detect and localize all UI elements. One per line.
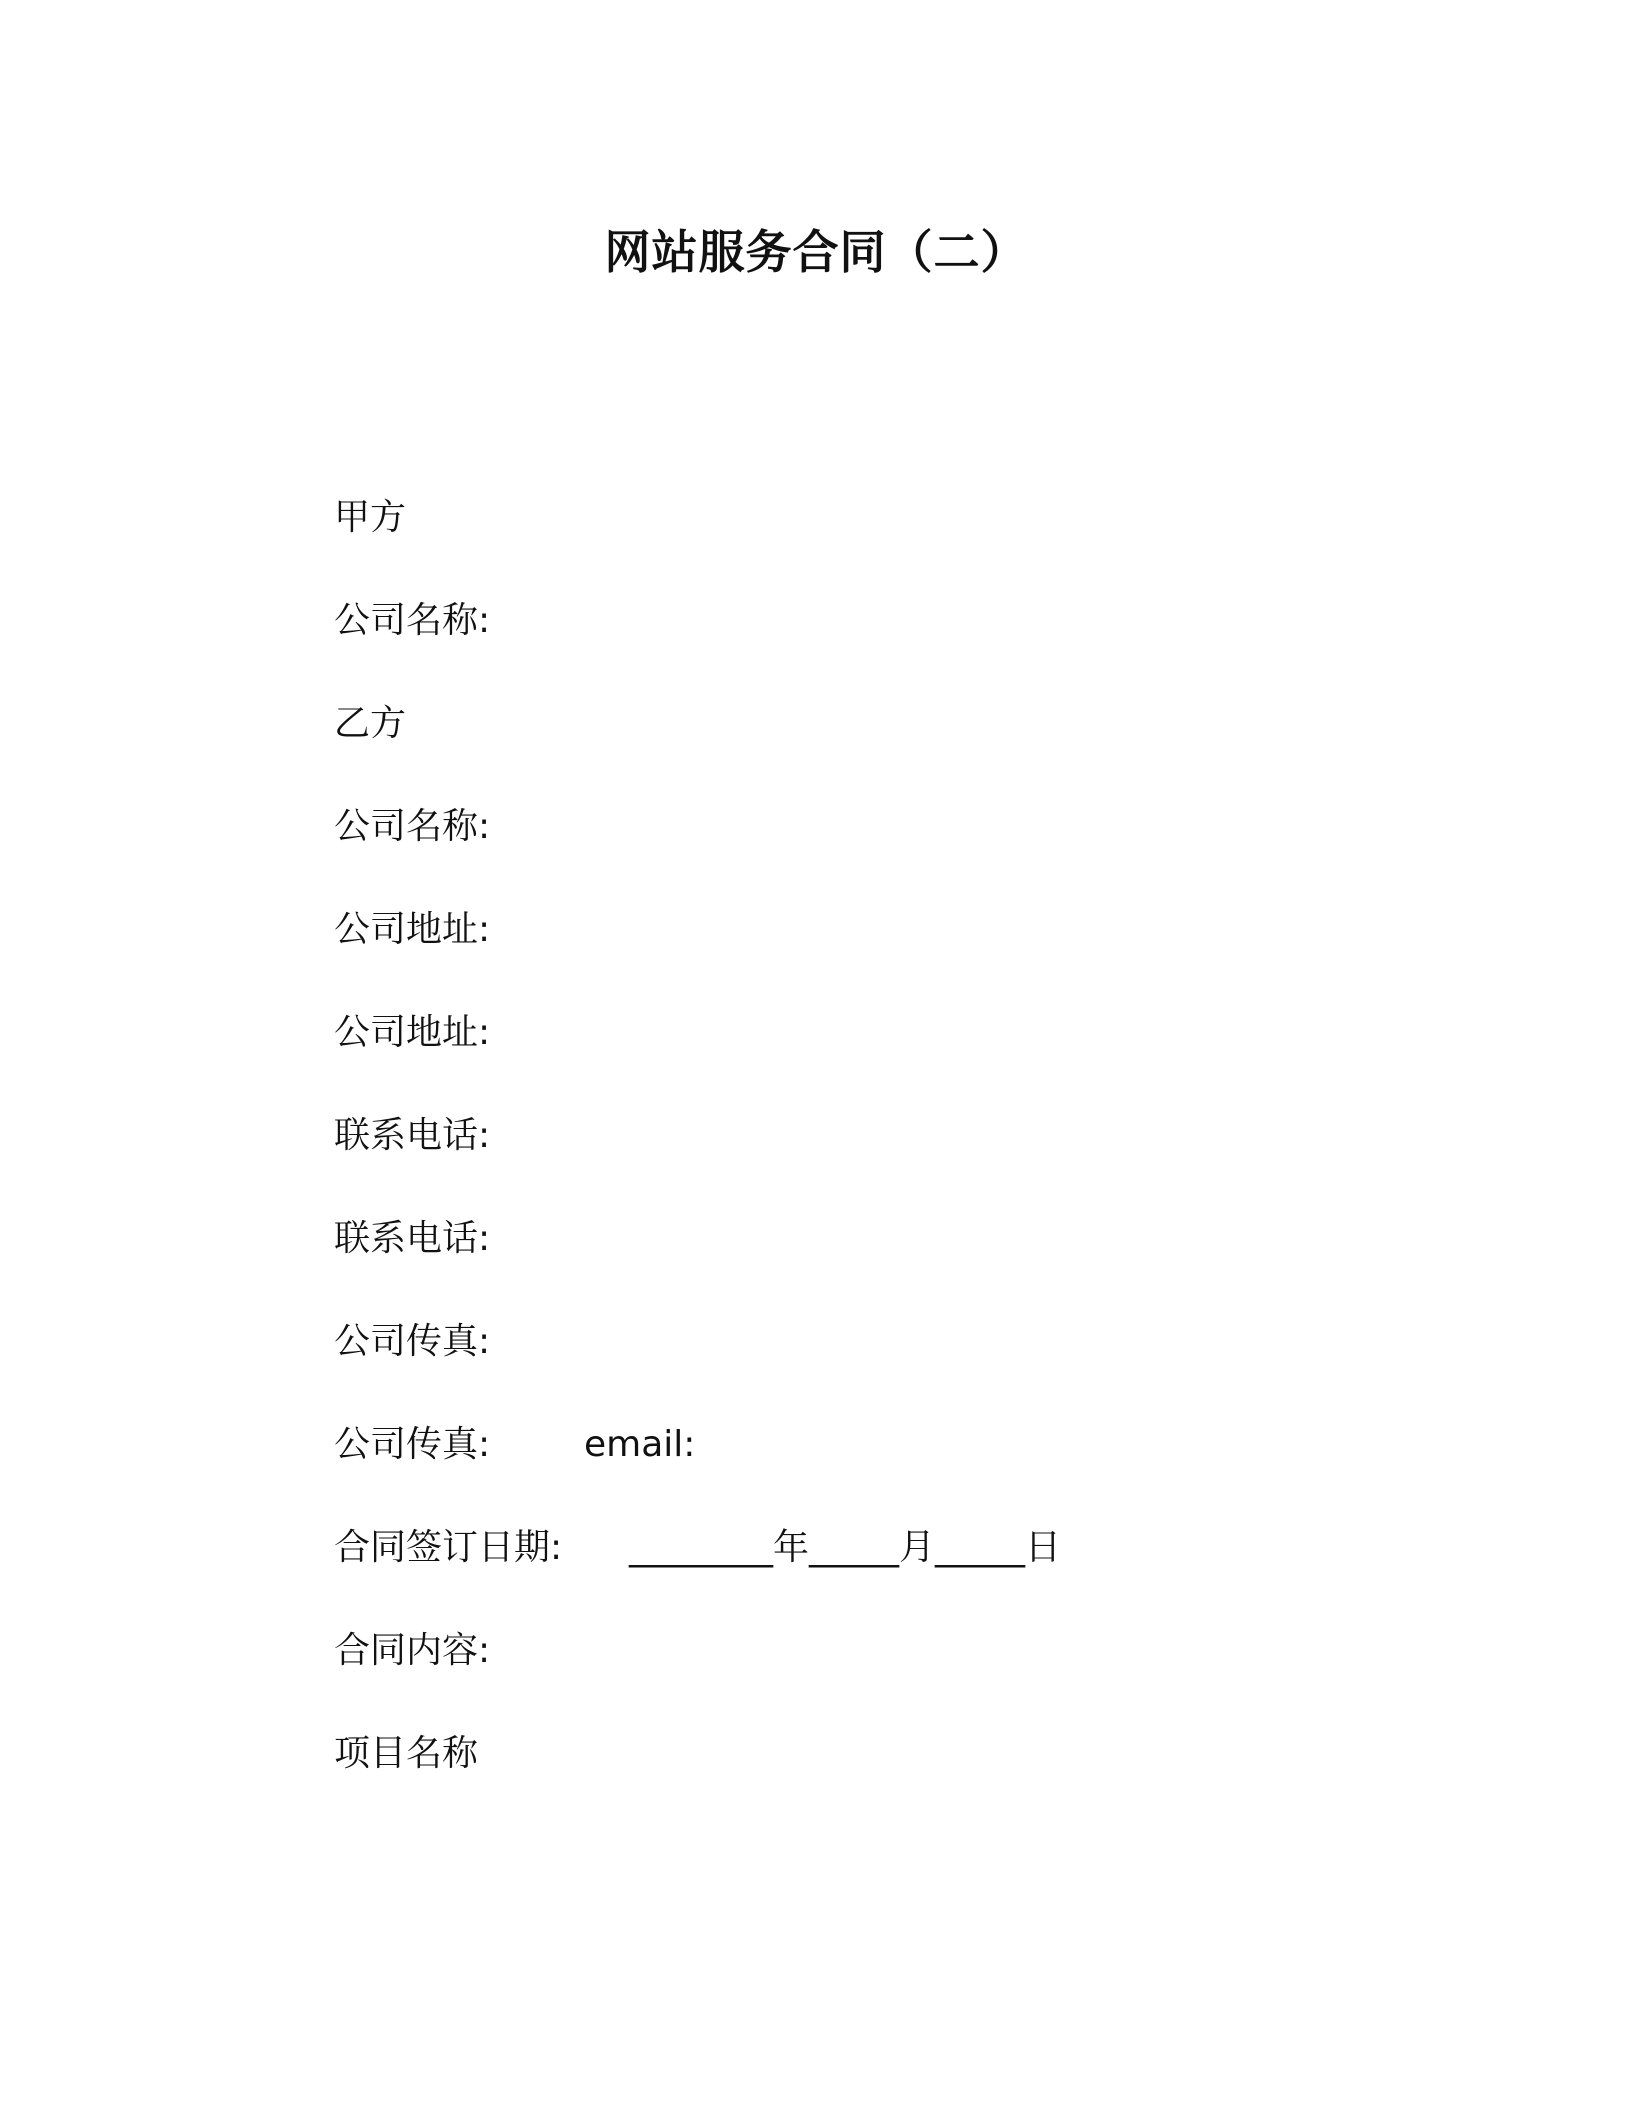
party-b-company-name [334,801,490,853]
contact-phone-2 [334,1213,490,1265]
field-label: 公司传真: [334,1424,491,1465]
signing-date [334,1522,1061,1574]
company-fax-2 [334,1419,696,1471]
field-label: 联系电话: [334,1218,491,1259]
document-title: 网站服务合同（二） [604,225,1028,279]
party-a-company-name [334,595,490,647]
project-name [334,1728,478,1780]
company-fax-1 [334,1316,490,1368]
party-a-heading [334,492,406,544]
contract-content [334,1625,490,1677]
field-label: 合同签订日期: [334,1527,563,1568]
date-blank: ________年_____月_____日 [629,1527,1061,1568]
field-label: 甲方 [334,497,407,538]
field-label: 合同内容: [334,1630,491,1671]
field-label: 公司名称: [334,600,491,641]
field-label: 公司名称: [334,806,491,847]
field-label: 公司传真: [334,1321,491,1362]
contact-phone-1 [334,1110,490,1162]
party-b-heading [334,698,406,750]
field-label: 乙方 [334,703,407,744]
field-label: 公司地址: [334,1012,491,1053]
field-label: 公司地址: [334,909,491,950]
field-label: 联系电话: [334,1115,491,1156]
email-label: email: [584,1424,696,1465]
company-address-2 [334,1007,490,1059]
company-address-1 [334,904,490,956]
field-label: 项目名称 [334,1733,479,1774]
